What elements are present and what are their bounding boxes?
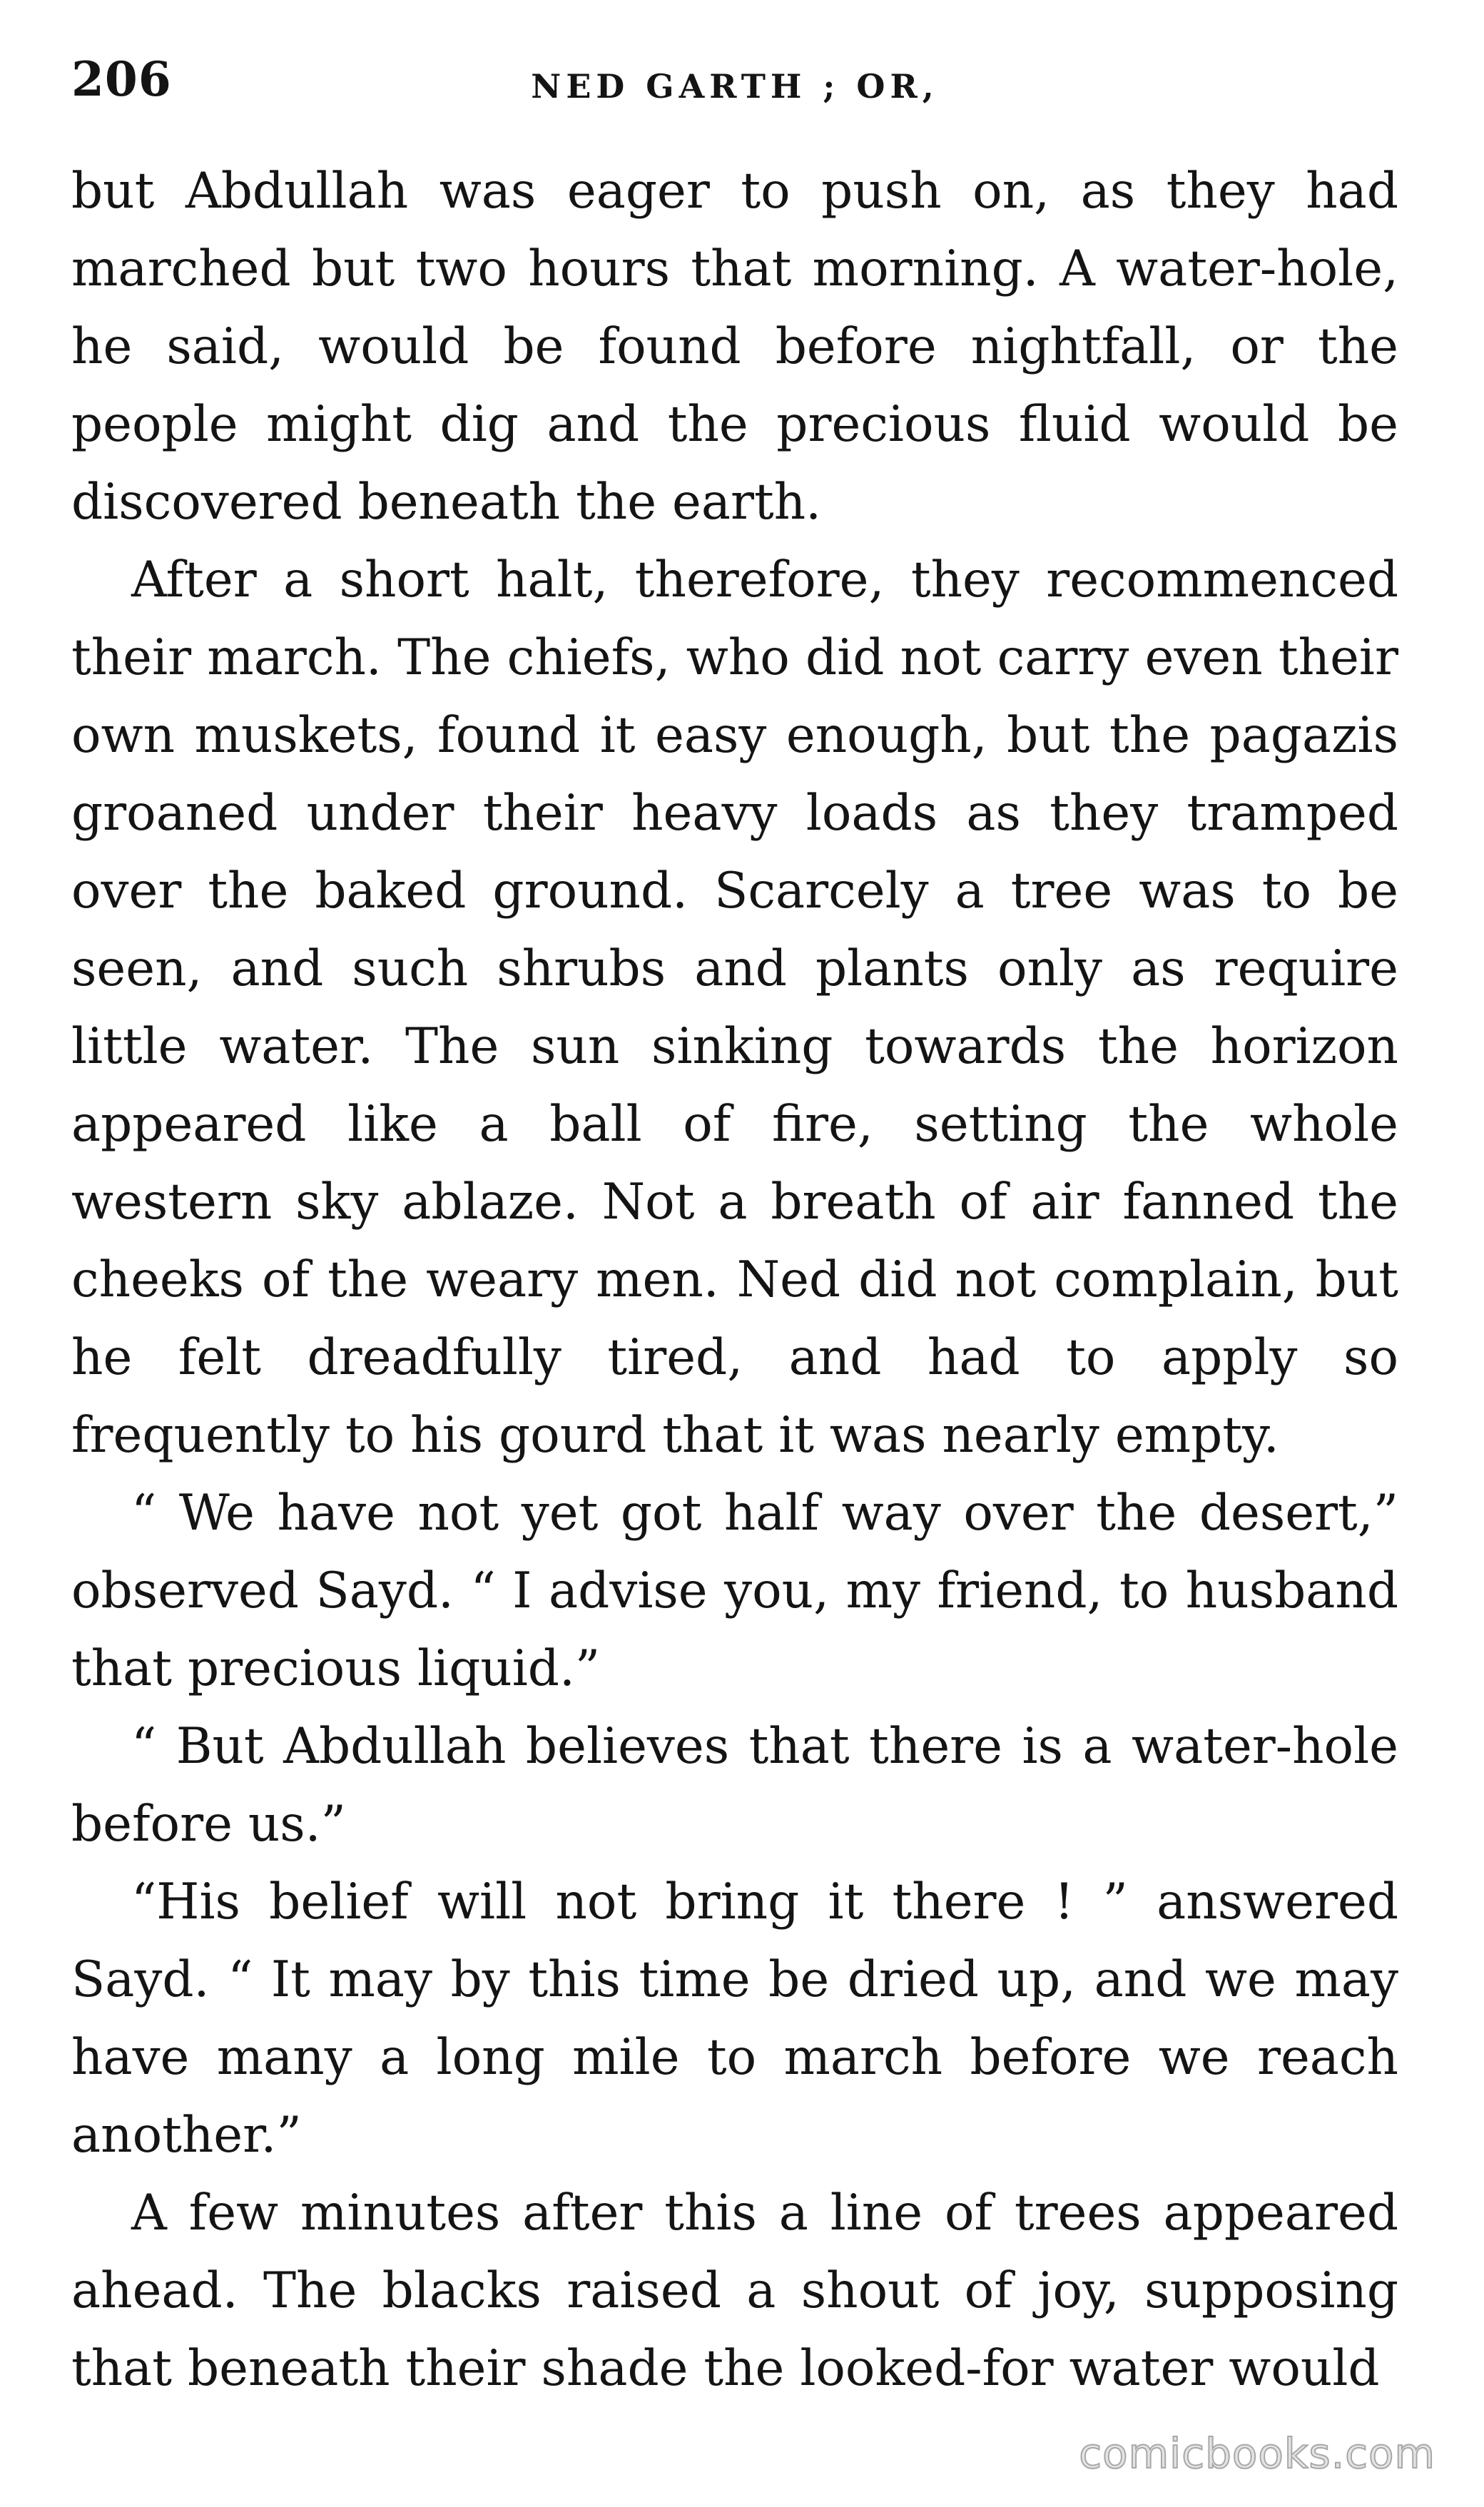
paragraph-2: After a short halt, therefore, they recommenced their march. The chiefs, who did not carry even their own muskets, found it easy enough, but the pagazis groaned under their heavy loads as they tramped over the baked ground. Scarcely a tree was to be seen, and such shrubs and plants only as require little water. The sun sinking towards the horizon appeared like a ball of fire, setting the whole western sky ablaze. Not a breath of air fanned the cheeks of the weary men. Ned did not complain, but he felt dreadfully tired, and had to apply so frequently to his gourd that it was nearly empty. [71,551,1398,1464]
paragraph-5: “His belief will not bring it there ! ” answered Sayd. “ It may by this time be dried up, and we may have many a long mile to march before we reach another.” [71,1873,1398,2164]
paragraph-1: but Abdullah was eager to push on, as they had marched but two hours that morning. A water-hole, he said, would be found before nightfall, or the people might dig and the precious fluid would be discovered beneath the earth. [71,163,1398,531]
running-head: NED GARTH ; OR, [531,67,939,106]
page-header [71,47,1398,126]
paragraph-4: “ But Abdullah believes that there is a water-hole before us.” [71,1718,1398,1853]
body-text [71,153,1398,2408]
watermark: comicbooks.com [1079,2429,1435,2478]
paragraph-6: A few minutes after this a line of trees appeared ahead. The blacks raised a shout of joy, supposing that beneath their shade the looked-for water would [71,2185,1398,2397]
page-number: 206 [71,51,172,107]
paragraph-3: “ We have not yet got half way over the desert,” observed Sayd. “ I advise you, my friend, to husband that precious liquid.” [71,1485,1398,1697]
